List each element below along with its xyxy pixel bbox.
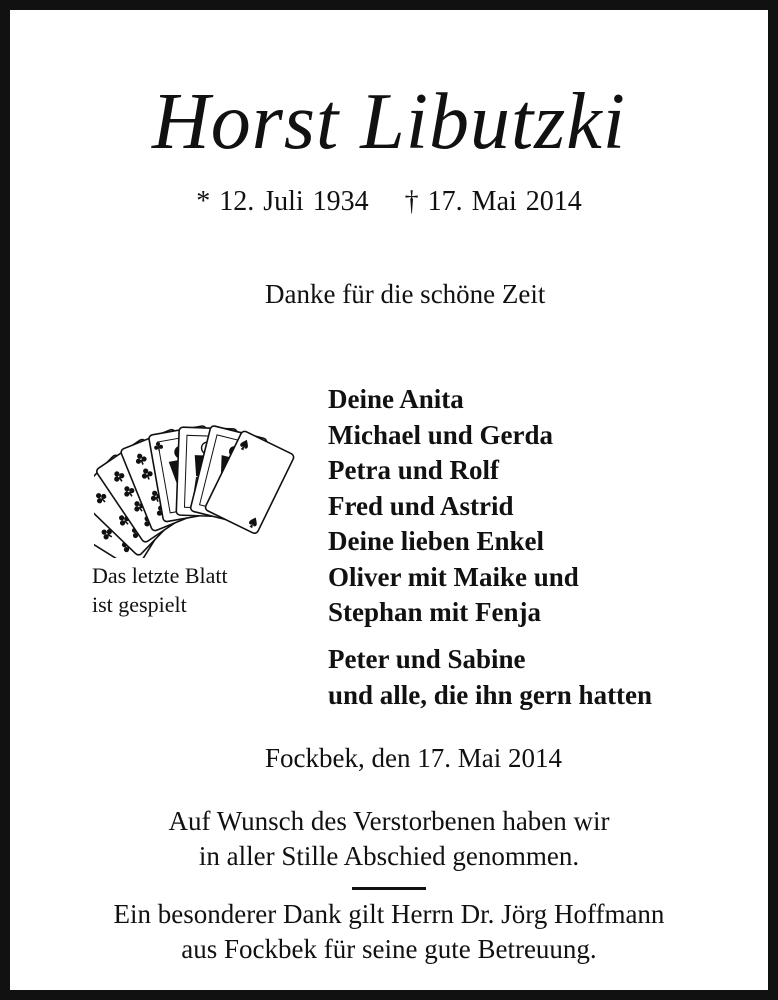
- mourner-line: Stephan mit Fenja: [328, 597, 542, 627]
- birth-date: * 12. Juli 1934: [196, 186, 369, 217]
- motto-text: Danke für die schöne Zeit: [265, 279, 546, 309]
- mourner-line: Petra und Rolf: [328, 455, 499, 485]
- caption-line: Das letzte Blatt: [92, 563, 228, 588]
- funeral-notice: [10, 804, 768, 874]
- mourners-list-secondary: [328, 642, 652, 713]
- mourner-line: Michael und Gerda: [328, 419, 554, 450]
- mourner-line: Fred und Astrid: [328, 490, 514, 521]
- playing-cards-fan-icon: [94, 378, 308, 558]
- mourner-line: Peter und Sabine: [328, 644, 526, 674]
- notice-line: Auf Wunsch des Verstorbenen haben wir: [168, 806, 610, 836]
- life-dates: [10, 182, 768, 222]
- thanks-line: aus Fockbek für seine gute Betreuung.: [181, 934, 597, 964]
- thanks-note: [10, 897, 768, 967]
- deceased-name: Horst Libutzki: [151, 78, 627, 166]
- mourner-line: Deine Anita: [328, 384, 464, 414]
- cards-caption: [92, 561, 228, 619]
- caption-line: ist gespielt: [92, 592, 187, 617]
- death-date: † 17. Mai 2014: [404, 186, 582, 217]
- mourner-line: Oliver mit Maike und: [328, 561, 579, 592]
- thanks-line: Ein besonderer Dank gilt Herrn Dr. Jörg Hoffmann: [113, 899, 665, 929]
- mourner-line: und alle, die ihn gern hatten: [328, 679, 653, 710]
- notice-line: in aller Stille Abschied genommen.: [198, 841, 580, 871]
- mourner-line: Deine lieben Enkel: [328, 526, 545, 556]
- mourners-list: [328, 382, 579, 631]
- divider-rule: [352, 887, 426, 890]
- place-and-date: Fockbek, den 17. Mai 2014: [265, 743, 562, 773]
